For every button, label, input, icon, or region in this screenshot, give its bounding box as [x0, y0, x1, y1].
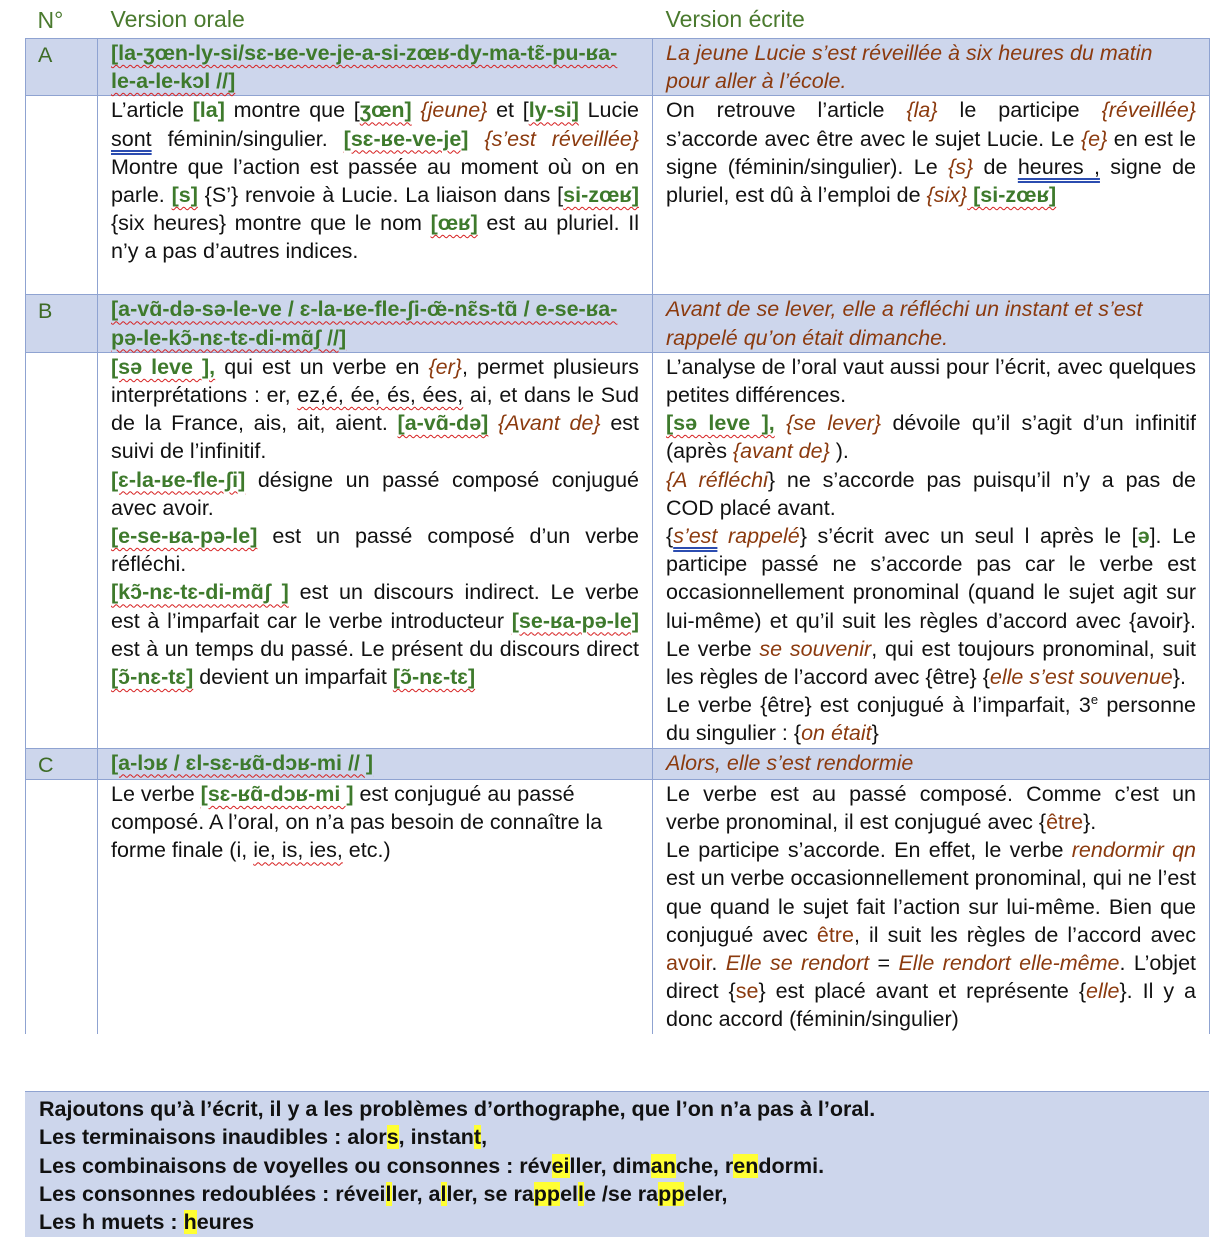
row-b-body	[26, 352, 1210, 748]
footer-line-4: Les consonnes redoublées : réveiller, aller, se rappelle /se rappeler,	[39, 1181, 728, 1206]
header-num: N°	[37, 6, 64, 33]
row-c-label: C	[26, 748, 98, 779]
row-c-body	[26, 779, 1210, 1033]
header-oral: Version orale	[110, 5, 245, 32]
row-c-head	[26, 748, 1210, 779]
row-a-ecrite-explanation: On retrouve l’article {la} le participe {réveillée} s’accorde avec être avec le sujet Lucie. Le {e} en est le signe (féminin/singulier). Le {s} de heures , signe de pluriel, est dû à l’emploi de {six} [si-zœʁ]	[653, 96, 1210, 295]
row-a-label: A	[26, 39, 98, 96]
row-a-head	[26, 39, 1210, 96]
row-a-ecrite-sentence: La jeune Lucie s’est réveillée à six heures du matin pour aller à l’école.	[666, 41, 1153, 94]
footer-line-2: Les terminaisons inaudibles : alors, instant,	[39, 1125, 488, 1150]
row-c-ecrite-sentence: Alors, elle s’est rendormie	[666, 750, 914, 775]
row-c-oral-phonetic: [a-lɔʁ / ɛl-sɛ-ʁɑ̃-dɔʁ-mi // ]	[111, 750, 374, 775]
footer-notes	[25, 1091, 1209, 1237]
row-a-body	[26, 96, 1210, 295]
header-row	[26, 0, 1210, 39]
row-b-label: B	[26, 295, 98, 352]
row-a-oral-explanation: L’article [la] montre que [ʒœn] {jeune} et [ly-si] Lucie sont féminin/singulier. [sɛ-ʁe-ve-je] {s’est réveillée} Montre que l’action est passée au moment où on en parle. [s] {S’} renvoie à Lucie. La liaison dans [si-zœʁ] {six heures} montre que le nom [œʁ] est au pluriel. Il n’y a pas d’autres indices.	[98, 96, 653, 295]
row-a-oral-phonetic: [la-ʒœn-ly-si/sɛ-ʁe-ve-je-a-si-zœʁ-dy-ma-tɛ̃-pu-ʁa-le-a-le-kɔl //]	[111, 41, 618, 94]
row-c-ecrite-explanation: Le verbe est au passé composé. Comme c’est un verbe pronominal, il est conjugué avec {être}. Le participe s’accorde. En effet, le verbe rendormir qn est un verbe occasionnellement pronominal, qui ne l’est que quand le sujet fait l’action sur lui-même. Bien que conjugué avec être, il suit les règles de l’accord avec avoir. Elle se rendort = Elle rendort elle-même. L’objet direct {se} est placé avant et représente {elle}. Il y a donc accord (féminin/singulier)	[653, 779, 1210, 1033]
row-b-head	[26, 295, 1210, 352]
row-b-ecrite-sentence: Avant de se lever, elle a réfléchi un instant et s’est rappelé qu’on était dimanche.	[666, 297, 1143, 350]
analysis-table	[25, 0, 1210, 1034]
row-b-ecrite-explanation: L’analyse de l’oral vaut aussi pour l’écrit, avec quelques petites différences. [sə leve ], {se lever} dévoile qu’il s’agit d’un infinitif (après {avant de} ). {A réfléchi} ne s’accorde pas puisqu’il n’y a pas de COD placé avant. {s’est rappelé} s’écrit avec un seul l après le [ə]. Le participe passé ne s’accorde pas car le verbe est occasionnellement pronominal (quand le sujet agit sur lui-même) et qu’il suit les règles d’accord avec {avoir}. Le verbe se souvenir, qui est toujours pronominal, suit les règles de l’accord avec {être} {elle s’est souvenue}. Le verbe {être} est conjugué à l’imparfait, 3e personne du singulier : {on était}	[653, 352, 1210, 748]
row-b-oral-phonetic: [a-vɑ̃-də-sə-le-ve / ɛ-la-ʁe-fle-ʃi-œ̃-nɛ̃s-tɑ̃ / e-se-ʁa-pə-le-kɔ̃-nɛ-tɛ-di-mɑ̃ʃ //]	[111, 297, 618, 350]
footer-line-3: Les combinaisons de voyelles ou consonnes : réveiller, dimanche, rendormi.	[39, 1153, 825, 1178]
footer-line-5: Les h muets : heures	[39, 1210, 255, 1235]
row-c-oral-explanation: Le verbe [sɛ-ʁɑ̃-dɔʁ-mi ] est conjugué au passé composé. A l’oral, on n’a pas besoin de connaître la forme finale (i, ie, is, ies, etc.)	[98, 779, 653, 1033]
row-b-oral-explanation: [sə leve ], qui est un verbe en {er}, permet plusieurs interprétations : er, ez,é, ée, és, ées, ai, et dans le Sud de la France, ais, ait, aient. [a-vɑ̃-də] {Avant de} est suivi de l’infinitif. [ɛ-la-ʁe-fle-ʃi] désigne un passé composé conjugué avec avoir. [e-se-ʁa-pə-le] est un passé composé d’un verbe réfléchi. [kɔ̃-nɛ-tɛ-di-mɑ̃ʃ ] est un discours indirect. Le verbe est à l’imparfait car le verbe introducteur [se-ʁa-pə-le] est à un temps du passé. Le présent du discours direct [ɔ̃-nɛ-tɛ] devient un imparfait [ɔ̃-nɛ-tɛ]	[98, 352, 653, 748]
header-ecrite: Version écrite	[665, 5, 805, 32]
footer-line-1: Rajoutons qu’à l’écrit, il y a les problèmes d’orthographe, que l’on n’a pas à l’oral.	[39, 1097, 876, 1121]
